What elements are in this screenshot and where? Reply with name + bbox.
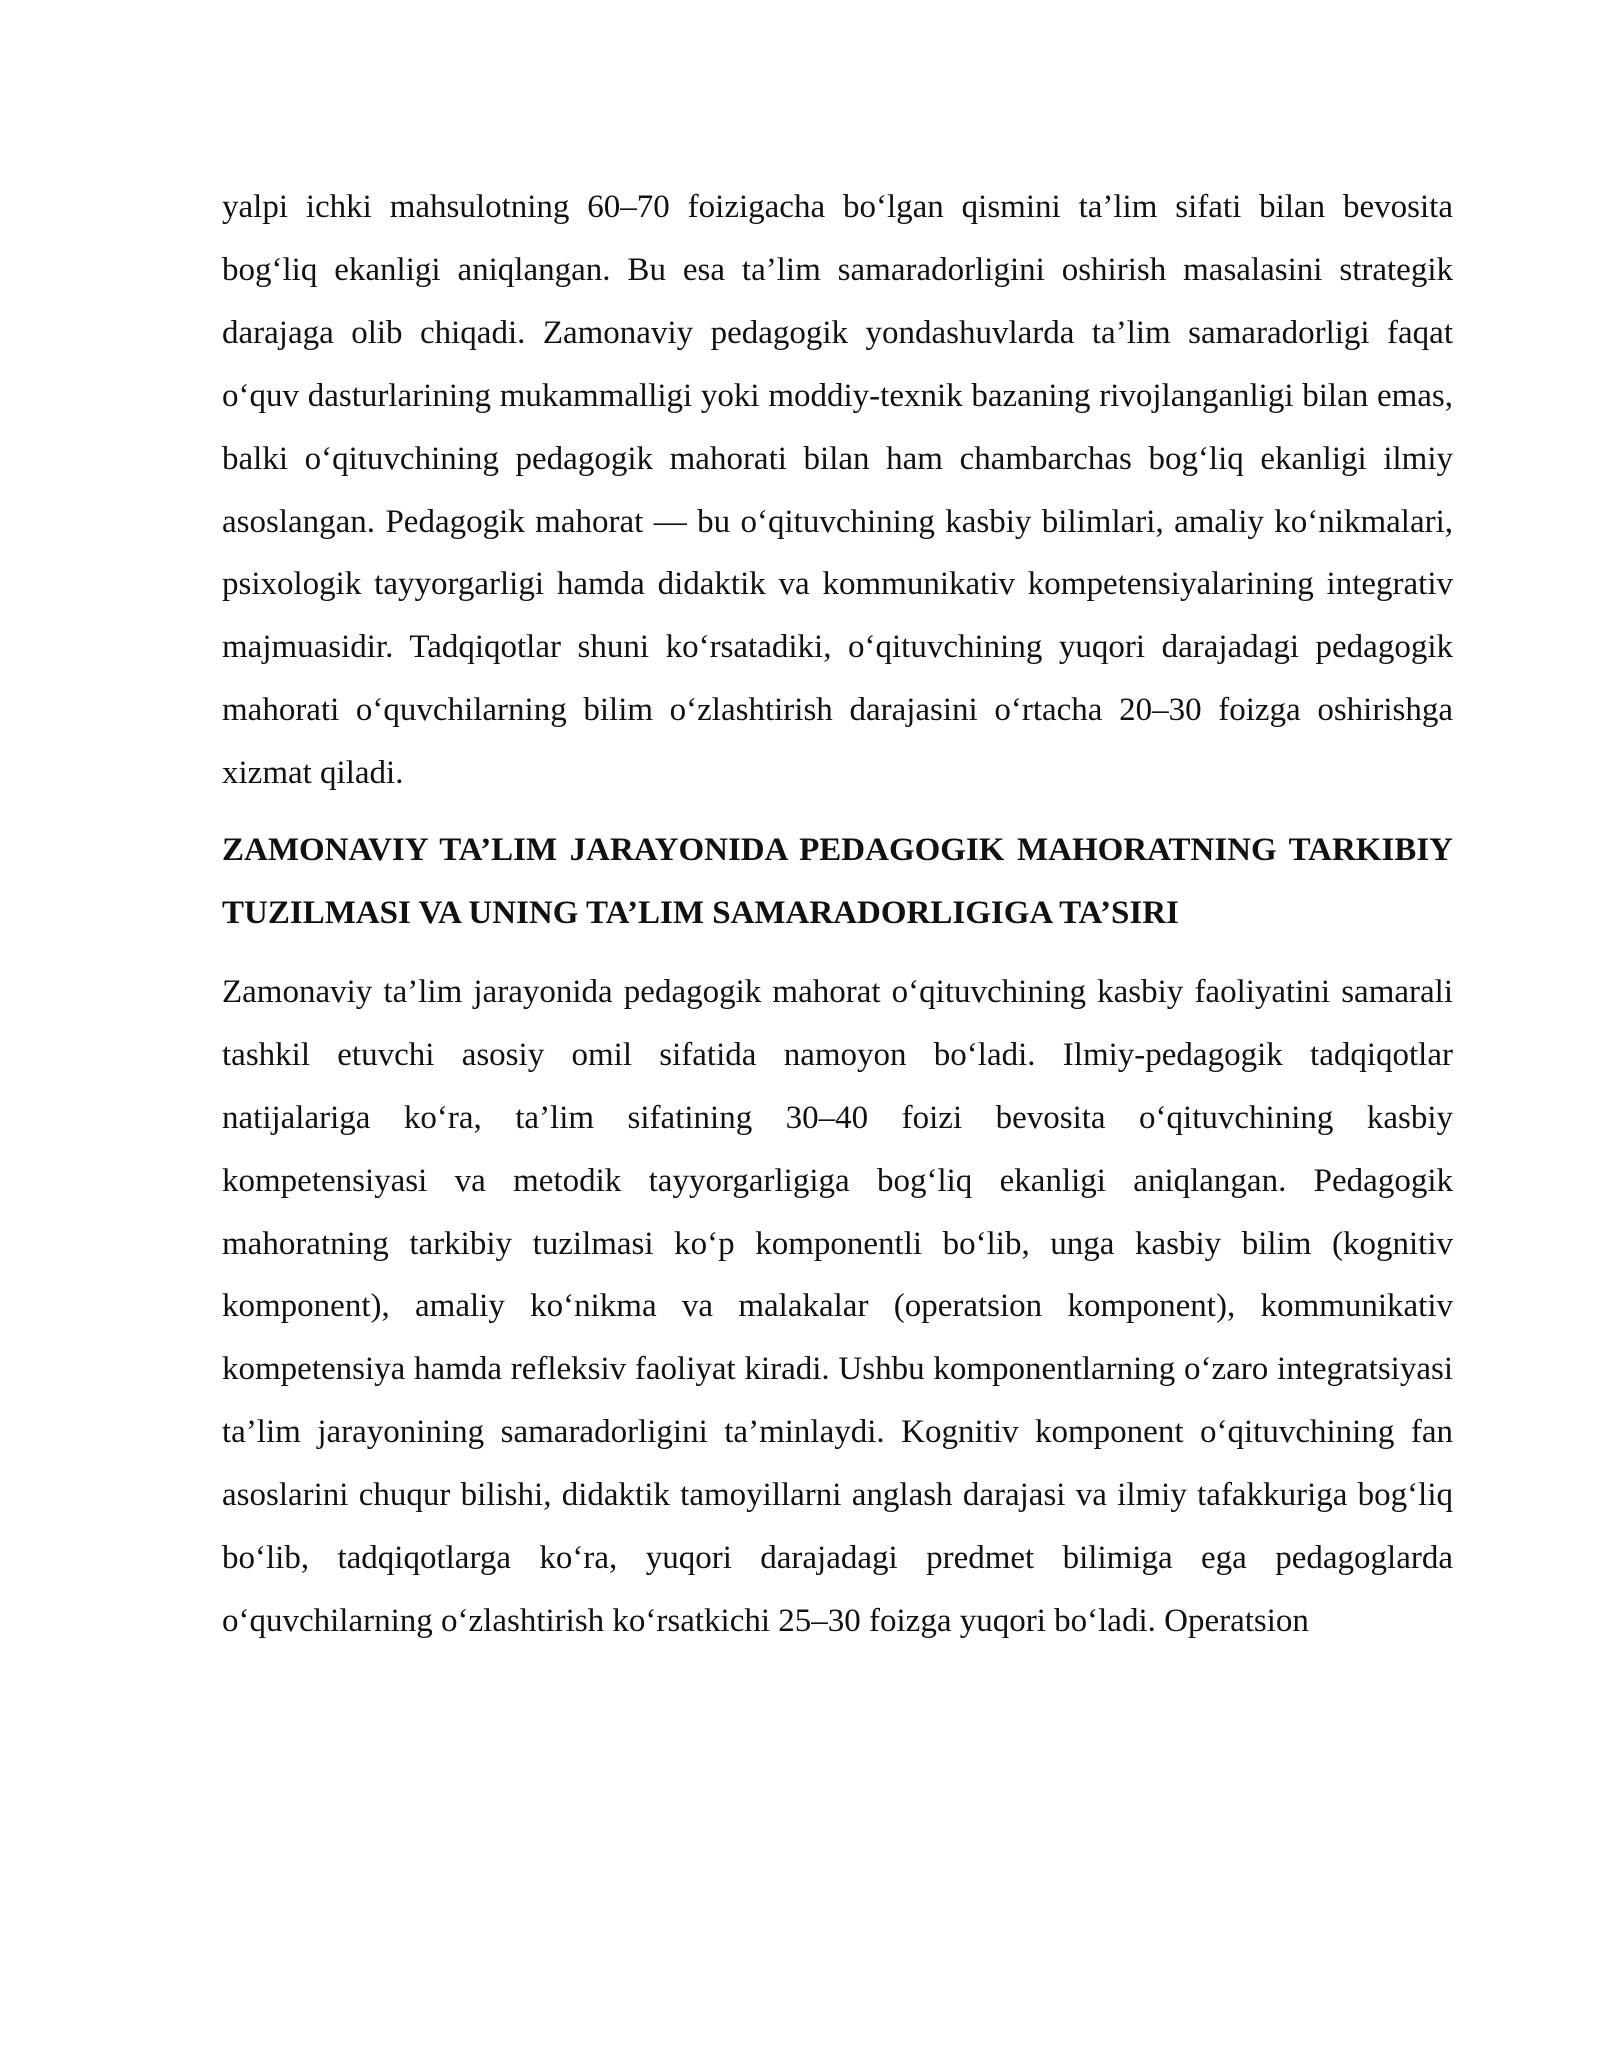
body-paragraph-2: Zamonaviy ta’lim jarayonida pedagogik mahorat o‘qituvchining kasbiy faoliyatini samarali tashkil etuvchi asosiy omil sifatida namoyon bo‘ladi. Ilmiy-pedagogik tadqiqotlar natijalariga ko‘ra, ta’lim sifatining 30–40 foizi bevosita o‘qituvchining kasbiy kompetensiyasi va metodik tayyorgarligiga bog‘liq ekanligi aniqlangan. Pedagogik mahoratning tarkibiy tuzilmasi ko‘p komponentli bo‘lib, unga kasbiy bilim (kognitiv komponent), amaliy ko‘nikma va malakalar (operatsion komponent), kommunikativ kompetensiya hamda refleksiv faoliyat kiradi. Ushbu komponentlarning o‘zaro integratsiyasi ta’lim jarayonining samaradorligini ta’minlaydi. Kognitiv komponent o‘qituvchining fan asoslarini chuqur bilishi, didaktik tamoyillarni anglash darajasi va ilmiy tafakkuriga bog‘liq bo‘lib, tadqiqotlarga ko‘ra, yuqori darajadagi predmet bilimiga ega pedagoglarda o‘quvchilarning o‘zlashtirish ko‘rsatkichi 25–30 foizga yuqori bo‘ladi. Operatsion: [222, 973, 1453, 1639]
section-heading: ZAMONAVIY TA’LIM JARAYONIDA PEDAGOGIK MAHORATNING TARKIBIY TUZILMASI VA UNING TA’LIM SAMARADORLIGIGA TA’SIRI: [222, 832, 1453, 931]
body-paragraph-1: yalpi ichki mahsulotning 60–70 foizigacha bo‘lgan qismini ta’lim sifati bilan bevosita bog‘liq ekanligi aniqlangan. Bu esa ta’lim samaradorligini oshirish masalasini strategik darajaga olib chiqadi. Zamonaviy pedagogik yondashuvlarda ta’lim samaradorligi faqat o‘quv dasturlarining mukammalligi yoki moddiy-texnik bazaning rivojlanganligi bilan emas, balki o‘qituvchining pedagogik mahorati bilan ham chambarchas bog‘liq ekanligi ilmiy asoslangan. Pedagogik mahorat — bu o‘qituvchining kasbiy bilimlari, amaliy ko‘nikmalari, psixologik tayyorgarligi hamda didaktik va kommunikativ kompetensiyalarining integrativ majmuasidir. Tadqiqotlar shuni ko‘rsatadiki, o‘qituvchining yuqori darajadagi pedagogik mahorati o‘quvchilarning bilim o‘zlashtirish darajasini o‘rtacha 20–30 foizga oshirishga xizmat qiladi.: [222, 189, 1453, 792]
